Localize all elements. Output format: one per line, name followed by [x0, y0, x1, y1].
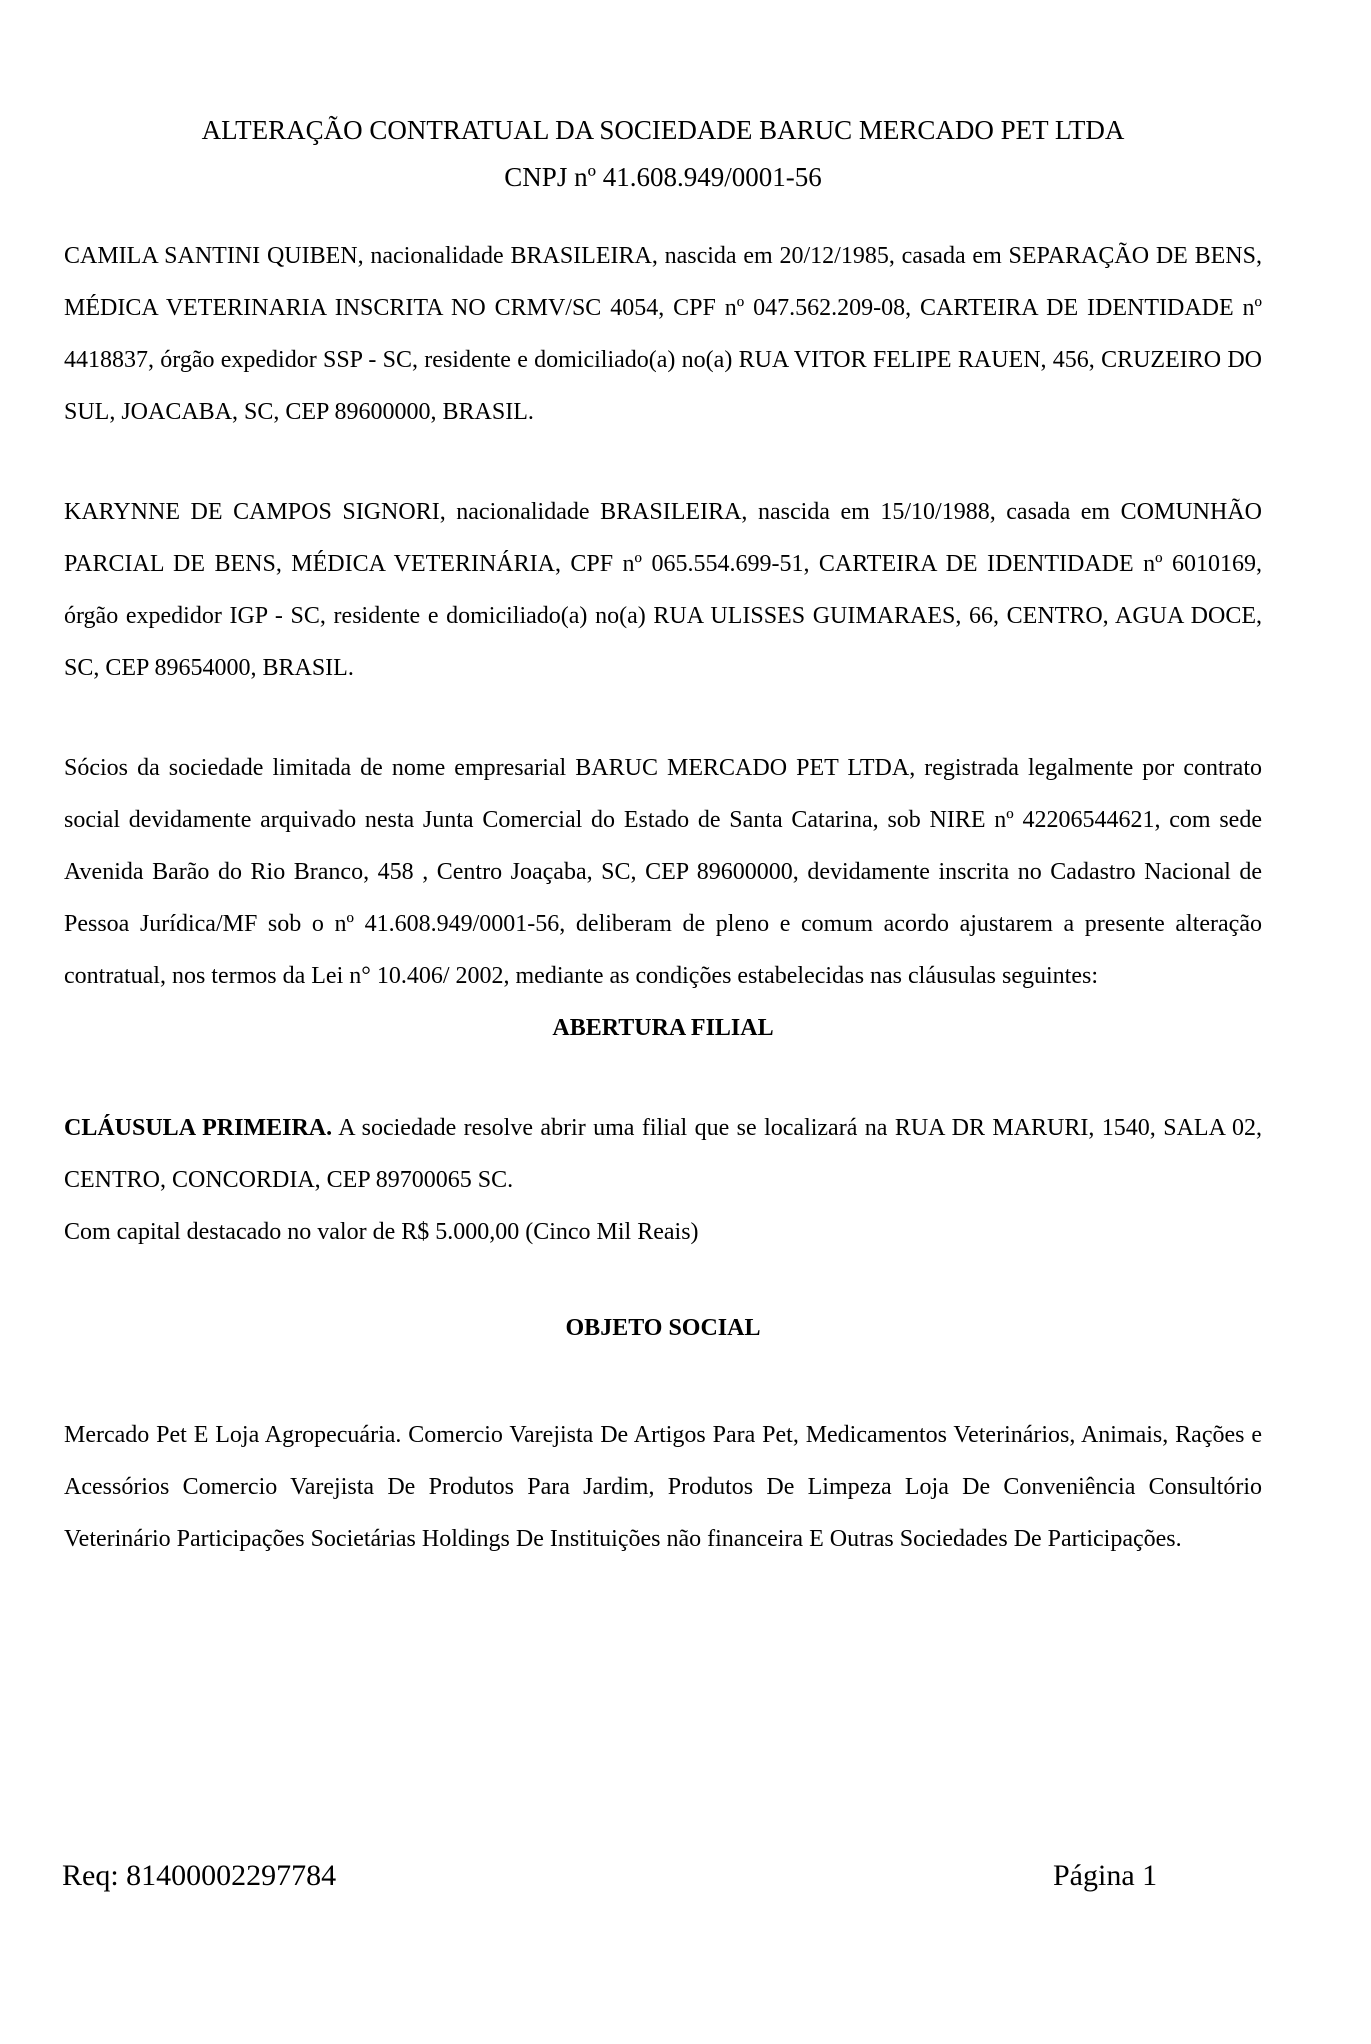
document-title — [64, 107, 1262, 201]
capital-line: Com capital destacado no valor de R$ 5.000,00 (Cinco Mil Reais) — [64, 1219, 699, 1245]
document-content — [64, 0, 1262, 1565]
section-heading-objeto-social: OBJETO SOCIAL — [565, 1315, 761, 1341]
clause-first-label: CLÁUSULA PRIMEIRA. — [64, 1115, 333, 1141]
footer-request-number: Req: 81400002297784 — [62, 1859, 337, 1892]
clause-first-paragraph — [64, 1102, 1262, 1206]
partner-2-paragraph: KARYNNE DE CAMPOS SIGNORI, nacionalidade BRASILEIRA, nascida em 15/10/1988, casada em COMUNHÃO PARCIAL DE BENS, MÉDICA VETERINÁRIA, CPF nº 065.554.699-51, CARTEIRA DE IDENTIDADE nº 6010169, órgão expedidor IGP - SC, residente e domiciliado(a) no(a) RUA ULISSES GUIMARAES, 66, CENTRO, AGUA DOCE, SC, CEP 89654000, BRASIL. — [64, 499, 1262, 681]
footer-page-number: Página 1 — [1053, 1859, 1158, 1892]
company-registration-paragraph: Sócios da sociedade limitada de nome empresarial BARUC MERCADO PET LTDA, registrada legalmente por contrato social devidamente arquivado nesta Junta Comercial do Estado de Santa Catarina, sob NIRE nº 42206544621, com sede Avenida Barão do Rio Branco, 458 , Centro Joaçaba, SC, CEP 89600000, devidamente inscrita no Cadastro Nacional de Pessoa Jurídica/MF sob o nº 41.608.949/0001-56, deliberam de pleno e comum acordo ajustarem a presente alteração contratual, nos termos da Lei n° 10.406/ 2002, mediante as condições estabelecidas nas cláusulas seguintes: — [64, 755, 1262, 989]
objeto-social-paragraph: Mercado Pet E Loja Agropecuária. Comercio Varejista De Artigos Para Pet, Medicamentos Veterinários, Animais, Rações e Acessórios Comercio Varejista De Produtos Para Jardim, Produtos De Limpeza Loja De Conveniência Consultório Veterinário Participações Societárias Holdings De Instituições não financeira E Outras Sociedades De Participações. — [64, 1422, 1262, 1552]
title-line-cnpj: CNPJ nº 41.608.949/0001-56 — [504, 162, 822, 192]
partner-1-paragraph: CAMILA SANTINI QUIBEN, nacionalidade BRASILEIRA, nascida em 20/12/1985, casada em SEPARAÇÃO DE BENS, MÉDICA VETERINARIA INSCRITA NO CRMV/SC 4054, CPF nº 047.562.209-08, CARTEIRA DE IDENTIDADE nº 4418837, órgão expedidor SSP - SC, residente e domiciliado(a) no(a) RUA VITOR FELIPE RAUEN, 456, CRUZEIRO DO SUL, JOACABA, SC, CEP 89600000, BRASIL. — [64, 243, 1262, 425]
title-line-company: ALTERAÇÃO CONTRATUAL DA SOCIEDADE BARUC MERCADO PET LTDA — [201, 115, 1125, 145]
section-heading-abertura-filial: ABERTURA FILIAL — [552, 1015, 774, 1041]
clause-first-text: A sociedade resolve abrir uma filial que se localizará na RUA DR MARURI, 1540, SALA 02, CENTRO, CONCORDIA, CEP 89700065 SC. — [64, 1115, 1262, 1193]
